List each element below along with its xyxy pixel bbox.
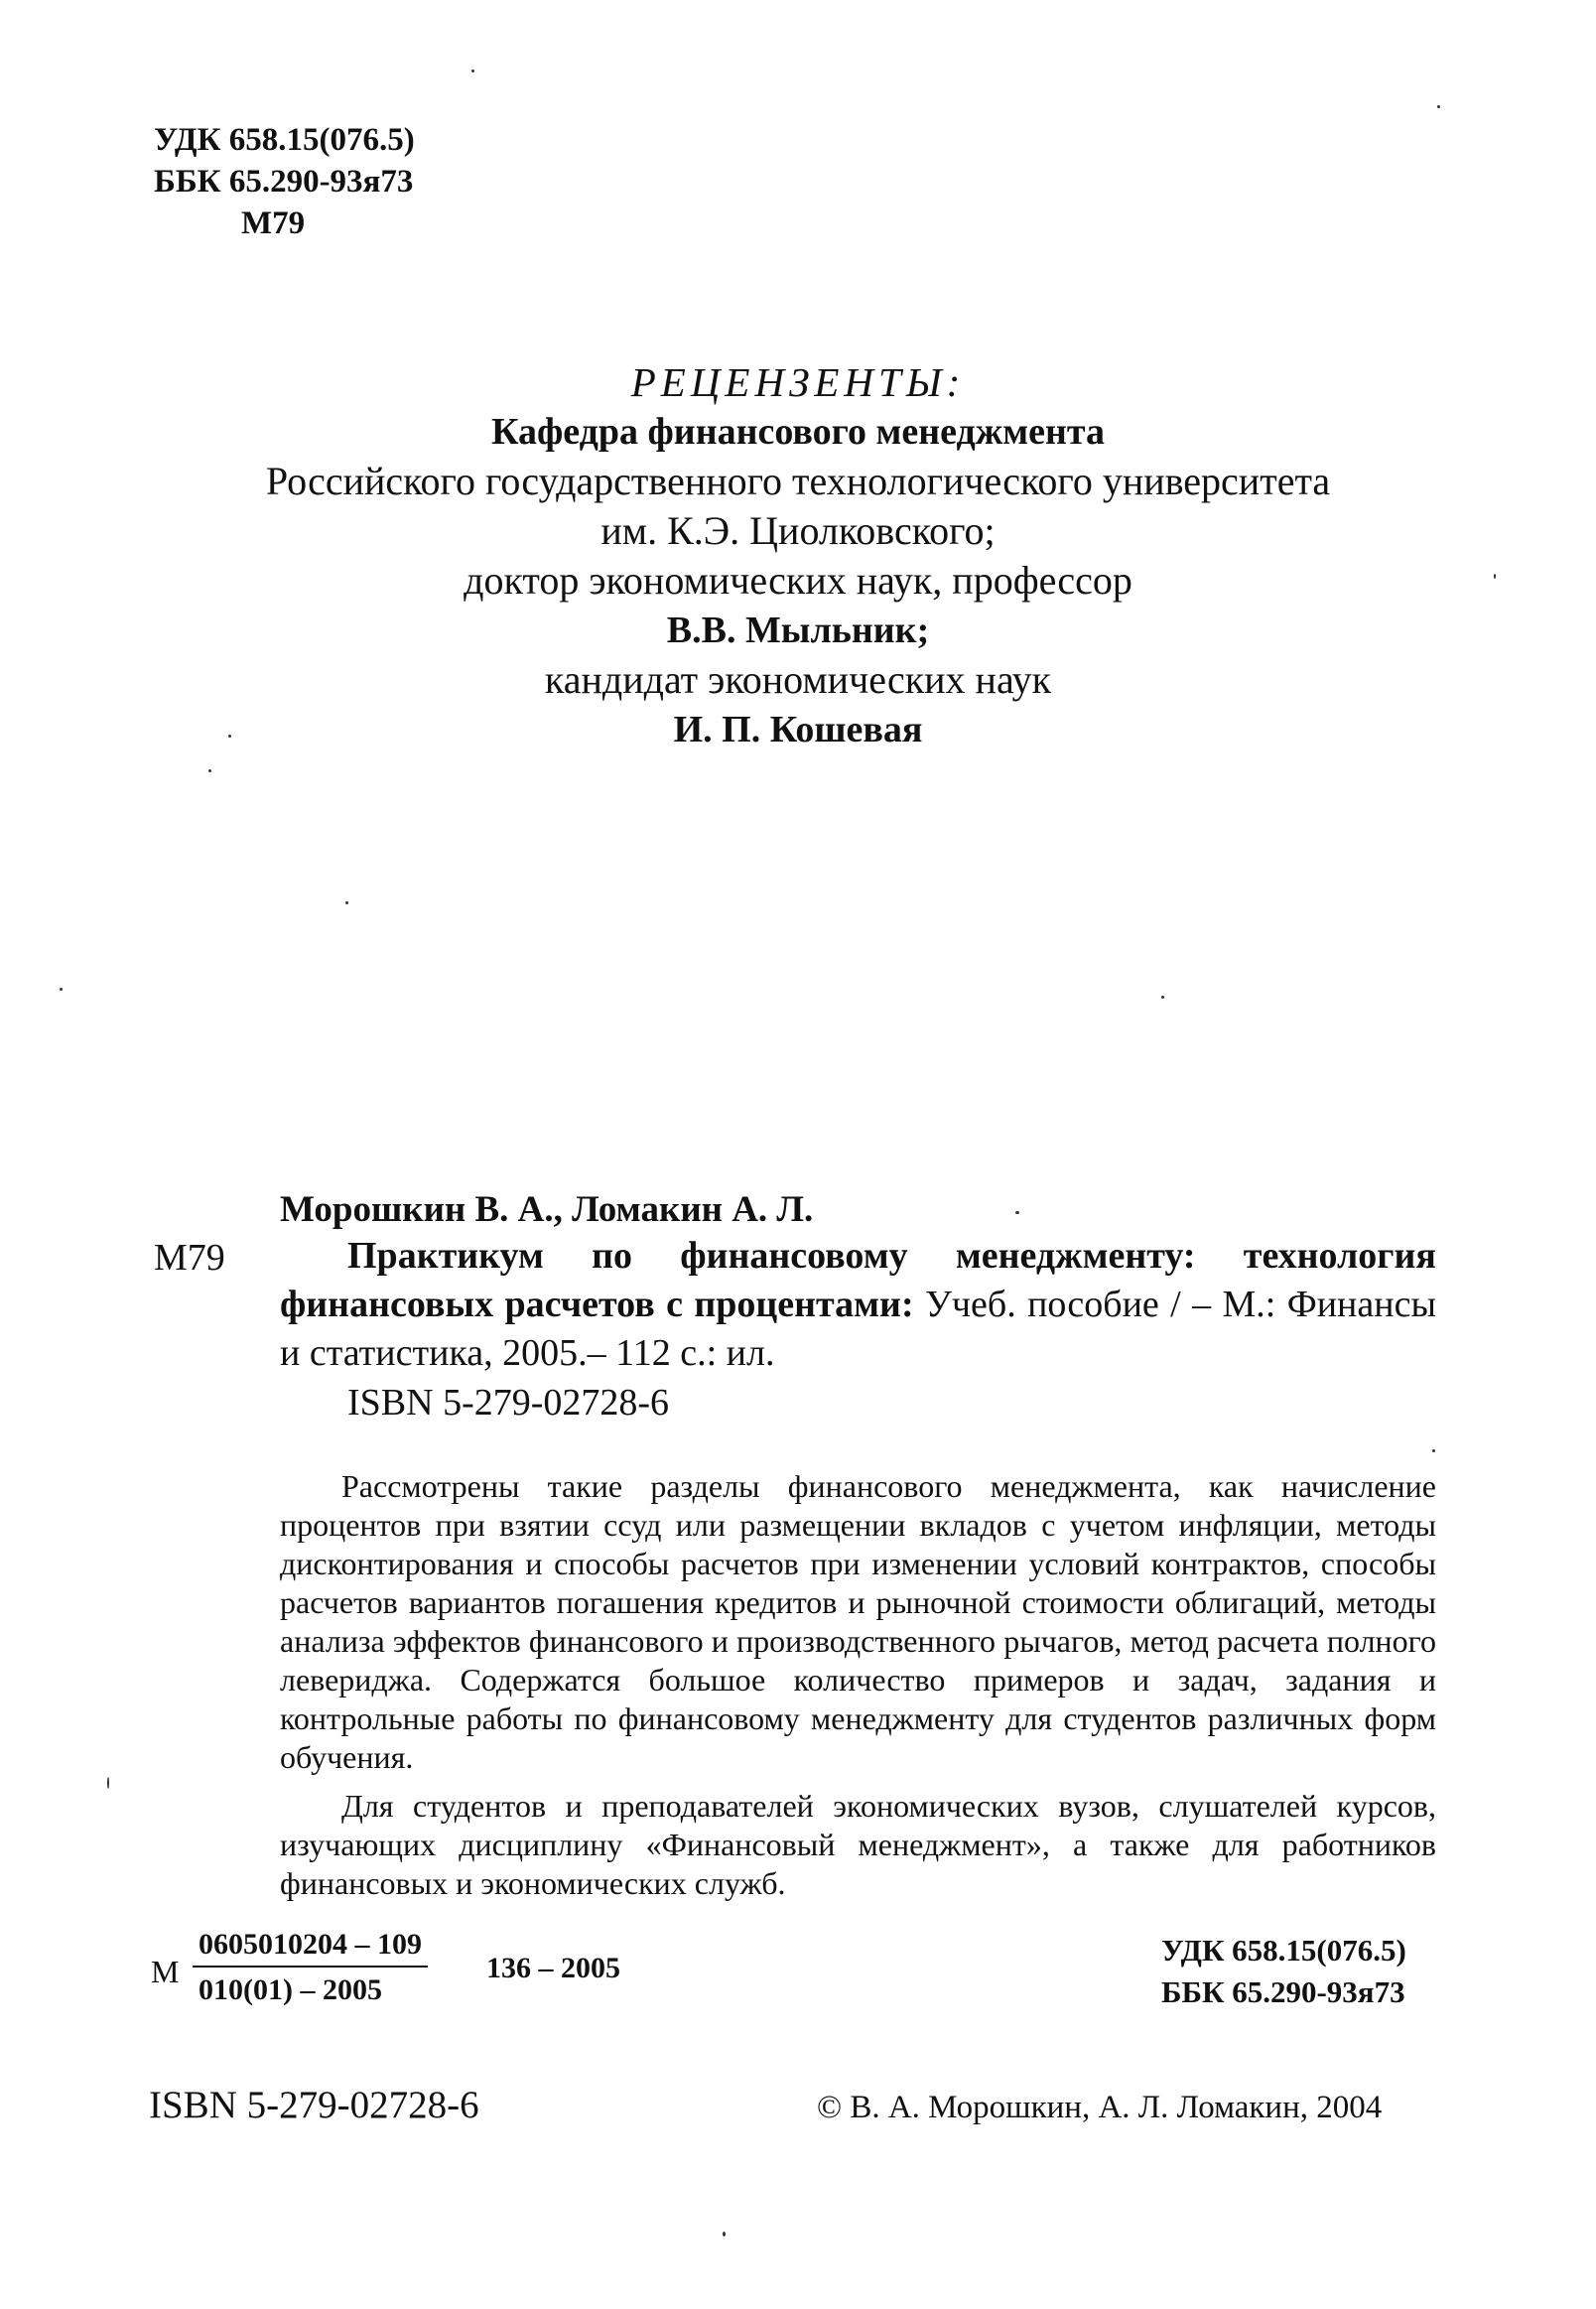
annotation-paragraph-1: Рассмотрены такие разделы финансового менеджмента, как начисление процентов при взятии ссуд или размещении вкладов с учетом инфляции, методы дисконтирования и способы расчетов при изменении условий контрактов, способы расчетов вариантов погашения кредитов и рыночной стоимости облигаций, методы анализа эффектов финансового и производственного рычагов, метод расчета полного левериджа. Содержатся большое количество примеров и задач, задания и контрольные работы по финансовому менеджменту для студентов различных форм обучения. bbox=[280, 1468, 1436, 1775]
scan-speck bbox=[107, 1777, 109, 1789]
author-mark: М79 bbox=[241, 205, 306, 241]
reviewers-section bbox=[0, 357, 1596, 754]
classification-top bbox=[154, 119, 415, 244]
scan-speck bbox=[723, 2232, 726, 2237]
scan-speck bbox=[208, 769, 211, 772]
bbk-code: ББК 65.290-93я73 bbox=[154, 164, 414, 200]
book-authors: Морошкин В. А., Ломакин А. Л. bbox=[280, 1189, 814, 1230]
reviewer-org-line2: Российского государственного технологического университета bbox=[265, 459, 1331, 503]
copyright-notice: © В. А. Морошкин, А. Л. Ломакин, 2004 bbox=[817, 2090, 1383, 2125]
scan-speck bbox=[1161, 996, 1164, 999]
annotation-paragraph-2: Для студентов и преподавателей экономических вузов, слушателей курсов, изучающих дисциплину «Финансовый менеджмент», а также для работников финансовых и экономических служб. bbox=[280, 1788, 1436, 1901]
classification-bottom bbox=[1161, 1930, 1406, 2013]
publication-details: Учеб. пособие / – М.: Финансы и статистика, 2005.– 112 с.: ил. bbox=[280, 1284, 1436, 1374]
reviewer-org-line1: Кафедра финансового менеджмента bbox=[490, 411, 1106, 453]
scan-speck bbox=[1015, 1211, 1019, 1214]
reviewers-heading: РЕЦЕНЗЕНТЫ: bbox=[630, 359, 966, 405]
bbk-code-bottom: ББК 65.290-93я73 bbox=[1161, 1974, 1405, 2009]
book-title: Практикум по финансовому менеджменту: технология финансовых расчетов с процентами: bbox=[280, 1235, 1436, 1325]
isbn-footer: ISBN 5-279-02728-6 bbox=[149, 2084, 479, 2126]
reviewer1-title: доктор экономических наук, профессор bbox=[464, 558, 1132, 603]
scan-speck bbox=[1432, 1449, 1435, 1452]
author-mark-code: М79 bbox=[154, 1237, 225, 1279]
publisher-code-tail: 136 – 2005 bbox=[486, 1952, 620, 1984]
scan-speck bbox=[228, 735, 231, 738]
bibliographic-description bbox=[280, 1232, 1436, 1378]
annotation bbox=[280, 1467, 1436, 1913]
reviewer-org-line3: им. К.Э. Циолковского; bbox=[600, 508, 996, 553]
scan-speck bbox=[1494, 574, 1496, 579]
udk-code-bottom: УДК 658.15(076.5) bbox=[1161, 1933, 1406, 1968]
scan-speck bbox=[1437, 105, 1440, 108]
reviewer1-name: В.В. Мыльник; bbox=[666, 610, 930, 651]
isbn-entry: ISBN 5-279-02728-6 bbox=[347, 1382, 670, 1424]
scan-speck bbox=[60, 988, 63, 991]
udk-code: УДК 658.15(076.5) bbox=[154, 122, 415, 158]
publisher-code-numerator: 0605010204 – 109 bbox=[193, 1928, 428, 1968]
publisher-code-letter: М bbox=[151, 1954, 180, 1989]
publisher-code-denominator: 010(01) – 2005 bbox=[199, 1973, 382, 2006]
scan-speck bbox=[471, 69, 474, 72]
reviewer2-name: И. П. Кошевая bbox=[673, 709, 923, 750]
scan-speck bbox=[345, 901, 348, 904]
reviewer2-title: кандидат экономических наук bbox=[544, 657, 1052, 702]
